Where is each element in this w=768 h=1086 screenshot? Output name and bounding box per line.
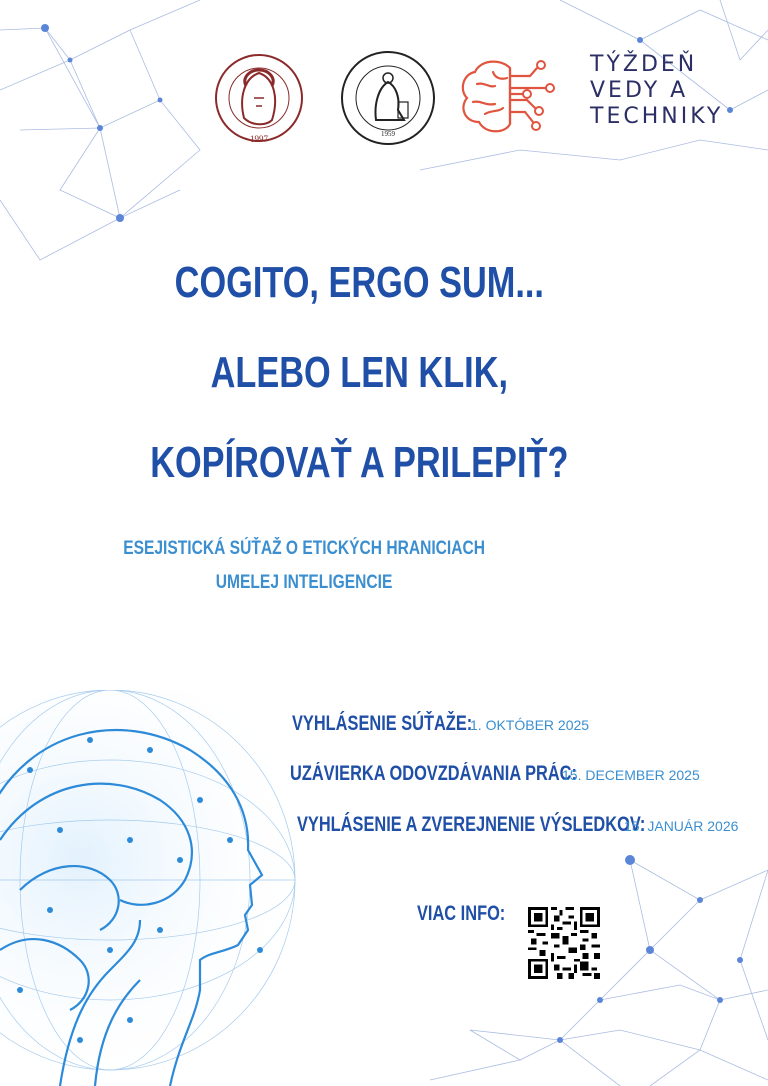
event-line-3: TECHNIKY — [590, 104, 724, 129]
qr-code-icon[interactable] — [528, 907, 600, 979]
more-info-label — [417, 902, 530, 926]
date-row-results — [297, 813, 744, 837]
faculty-seal-icon — [338, 50, 438, 146]
svg-text:1959: 1959 — [381, 130, 395, 138]
more-info-text: VIAC INFO: — [417, 902, 506, 925]
title-line-3: KOPÍROVAŤ A PRILEPIŤ? — [150, 438, 569, 487]
subtitle-line-2: UMELEJ INTELIGENCIE — [215, 572, 393, 593]
date-label: UZÁVIERKA ODOVZDÁVANIA PRÁC: — [290, 762, 577, 785]
svg-text:1997: 1997 — [250, 134, 268, 144]
date-row-deadline — [290, 762, 700, 786]
title-line-1: COGITO, ERGO SUM... — [174, 258, 544, 307]
date-value: 1. OKTÓBER 2025 — [470, 717, 590, 733]
date-value: 15. DECEMBER 2025 — [562, 767, 700, 783]
title-line-2: ALEBO LEN KLIK, — [210, 348, 509, 397]
brain-circuit-icon — [455, 50, 575, 142]
event-logo-text — [590, 52, 723, 130]
date-value: 15. JANUÁR 2026 — [624, 818, 739, 834]
date-label: VYHLÁSENIE A ZVEREJNENIE VÝSLEDKOV: — [297, 813, 646, 836]
university-seal-icon — [214, 48, 304, 148]
date-label: VYHLÁSENIE SÚŤAŽE: — [292, 712, 473, 735]
brain-network-illustration — [0, 690, 300, 1086]
subtitle-line-1: ESEJISTICKÁ SÚŤAŽ O ETICKÝCH HRANICIACH — [123, 538, 486, 559]
event-line-2: VEDY A — [590, 78, 689, 103]
event-line-1: TÝŽDEŇ — [590, 52, 698, 77]
date-row-announcement — [292, 712, 590, 736]
